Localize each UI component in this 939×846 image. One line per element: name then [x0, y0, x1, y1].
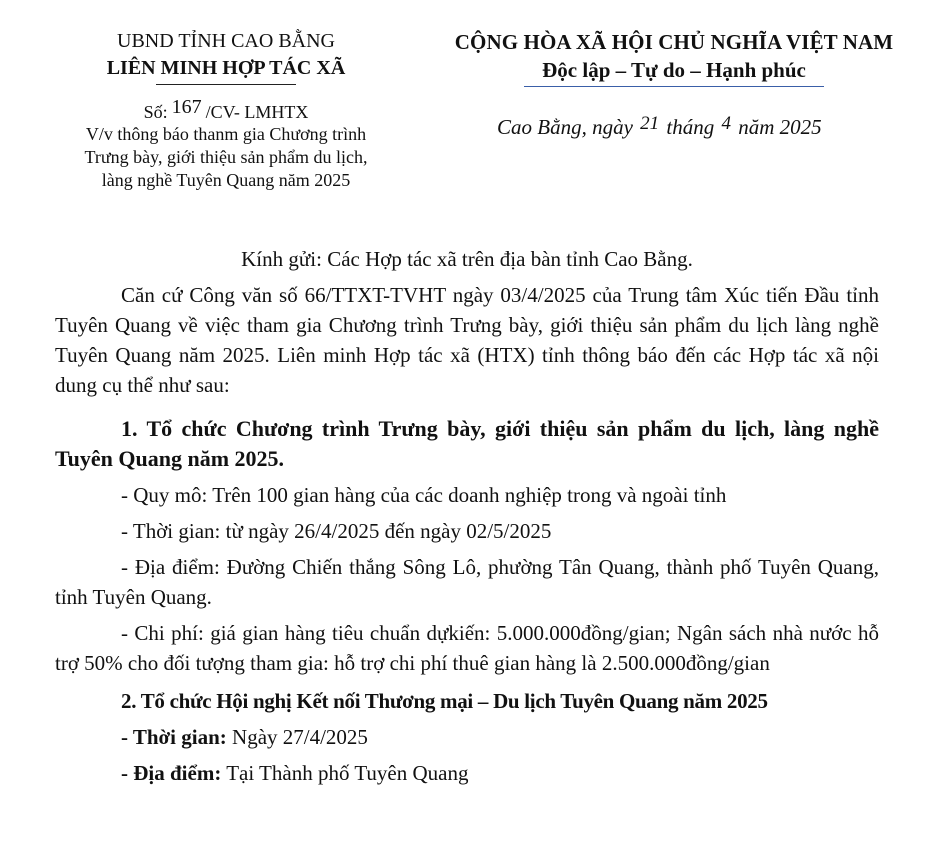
section-2-location-label: - Địa điểm:	[121, 761, 222, 785]
date-month-label: tháng	[666, 115, 715, 139]
document-body	[55, 244, 879, 788]
authority-underline	[156, 84, 296, 85]
section-2-time	[55, 722, 879, 752]
subject-line: làng nghề Tuyên Quang năm 2025	[101, 170, 351, 190]
section-1-item-scale: - Quy mô: Trên 100 gian hàng của các doanh nghiệp trong và ngoài tỉnh	[121, 483, 727, 507]
section-2-time-value: Ngày 27/4/2025	[226, 725, 368, 749]
national-header-block	[418, 28, 930, 87]
document-number-suffix: /CV- LMHTX	[205, 102, 309, 122]
national-title: CỘNG HÒA XÃ HỘI CHỦ NGHĨA VIỆT NAM	[454, 30, 894, 54]
issuing-authority-block	[60, 28, 392, 192]
section-1-title: 1. Tổ chức Chương trình Trưng bày, giới thiệu sản phẩm du lịch, làng nghề Tuyên Quang năm 2025.	[55, 416, 879, 471]
national-motto: Độc lập – Tự do – Hạnh phúc	[542, 58, 806, 82]
intro-paragraph: Căn cứ Công văn số 66/TTXT-TVHT ngày 03/4/2025 của Trung tâm Xúc tiến Đầu tỉnh Tuyên Quang về việc tham gia Chương trình Trưng bày, giới thiệu sản phẩm du lịch làng nghề Tuyên Quang năm 2025. Liên minh Hợp tác xã (HTX) tỉnh thông báo đến các Hợp tác xã nội dung cụ thể như sau:	[55, 283, 879, 397]
subject-line: V/v thông báo thanm gia Chương trình	[85, 124, 367, 144]
document-number-value: 167	[171, 96, 202, 118]
date-day: 21	[640, 113, 660, 134]
section-2-location	[55, 758, 879, 788]
section-2-location-value: Tại Thành phố Tuyên Quang	[221, 761, 469, 785]
document-number	[60, 96, 392, 123]
organization-name: LIÊN MINH HỢP TÁC XÃ	[106, 57, 346, 79]
parent-organization: UBND TỈNH CAO BẰNG	[117, 30, 335, 52]
subject-line: Trưng bày, giới thiệu sản phẩm du lịch,	[84, 147, 368, 167]
issue-date	[497, 115, 822, 140]
document-subject	[60, 123, 392, 192]
recipient-line: Kính gửi: Các Hợp tác xã trên địa bàn tỉnh Cao Bằng.	[241, 247, 693, 271]
section-2-time-label: - Thời gian:	[121, 725, 227, 749]
document-number-prefix: Số:	[143, 102, 168, 122]
date-month: 4	[721, 113, 731, 134]
date-year: năm 2025	[738, 115, 822, 139]
section-1-item-cost: - Chi phí: giá gian hàng tiêu chuẩn dựkiến: 5.000.000đồng/gian; Ngân sách nhà nước hỗ trợ 50% cho đối tượng tham gia: hỗ trợ chi phí thuê gian hàng là 2.500.000đồng/gian	[55, 621, 879, 675]
date-place: Cao Bằng, ngày	[497, 115, 633, 139]
section-2-title: 2. Tổ chức Hội nghị Kết nối Thương mại – Du lịch Tuyên Quang năm 2025	[121, 689, 768, 713]
motto-underline	[524, 86, 824, 87]
section-1-item-time: - Thời gian: từ ngày 26/4/2025 đến ngày 02/5/2025	[121, 519, 552, 543]
section-1-item-location: - Địa điểm: Đường Chiến thắng Sông Lô, phường Tân Quang, thành phố Tuyên Quang, tỉnh Tuyên Quang.	[55, 555, 879, 609]
section-1-title-text: 1. Tổ chức Chương trình Trưng bày, giới thiệu sản phẩm du lịch, làng nghề Tuyên Quang năm 2025	[55, 416, 879, 471]
